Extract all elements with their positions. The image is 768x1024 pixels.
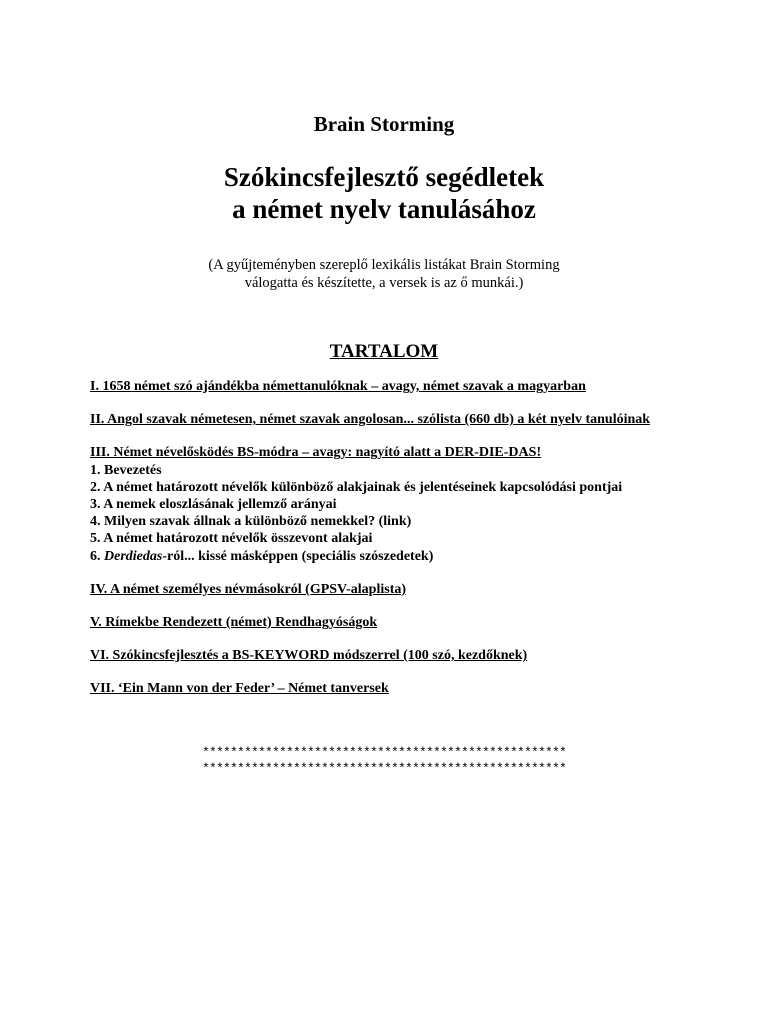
- toc-section-1: [90, 378, 677, 395]
- brand-name: Brain Storming: [313, 112, 455, 136]
- toc-subitem-3-2: 2. A német határozott névelők különböző alakjainak és jelentéseinek kapcsolódási pontjai: [90, 479, 623, 495]
- toc-heading: [0, 340, 768, 364]
- toc-link-section-4[interactable]: IV. A német személyes névmásokról (GPSV-alaplista): [90, 581, 407, 597]
- toc-link-section-3[interactable]: III. Német névelősködés BS-módra – avagy: nagyító alatt a DER-DIE-DAS!: [90, 445, 542, 461]
- toc-subitem-3-6: [90, 548, 677, 565]
- toc-section-2: [90, 411, 677, 428]
- separator-stars: [0, 745, 768, 777]
- document-title: [0, 161, 768, 225]
- toc-subitem-3-6-italic: Derdiedas: [104, 548, 163, 564]
- toc-subitem-3-1: 1. Bevezetés: [90, 462, 162, 478]
- toc-subitem-3-5: 5. A német határozott névelők összevont alakjai: [90, 531, 373, 547]
- toc-section-3: [90, 444, 677, 564]
- stars-line-2: ****************************************************: [201, 761, 567, 776]
- subtitle-line-2: válogatta és készítette, a versek is az ő munkái.): [244, 275, 524, 291]
- document-subtitle: [0, 256, 768, 292]
- title-line-1: Szókincsfejlesztő segédletek: [223, 162, 545, 192]
- toc-link-section-6[interactable]: VI. Szókincsfejlesztés a BS-KEYWORD módszerrel (100 szó, kezdőknek): [90, 648, 528, 664]
- toc-subitem-3-3: 3. A nemek eloszlásának jellemző arányai: [90, 497, 337, 513]
- toc-link-section-5[interactable]: V. Rímekbe Rendezett (német) Rendhagyóságok: [90, 615, 378, 631]
- toc-link-section-7[interactable]: VII. ‘Ein Mann von der Feder’ – Német tanversek: [90, 681, 389, 697]
- toc-section-6: [90, 647, 677, 664]
- toc-subitem-3-4: 4. Milyen szavak állnak a különböző nemekkel? (link): [90, 514, 412, 530]
- toc-section-5: [90, 614, 677, 631]
- stars-line-1: ****************************************************: [201, 745, 567, 760]
- toc-link-section-2[interactable]: II. Angol szavak németesen, német szavak angolosan... szólista (660 db) a két nyelv tanulóinak: [90, 412, 651, 428]
- table-of-contents: [90, 378, 677, 714]
- toc-section-4: [90, 581, 677, 598]
- toc-heading-text: TARTALOM: [329, 341, 439, 362]
- toc-subitem-3-6-prefix: 6.: [90, 548, 104, 564]
- title-line-2: a német nyelv tanulásához: [232, 194, 536, 224]
- toc-subitem-3-6-suffix: -ról... kissé másképpen (speciális szószedetek): [162, 548, 434, 564]
- toc-section-7: [90, 680, 677, 697]
- toc-link-section-1[interactable]: I. 1658 német szó ajándékba némettanulóknak – avagy, német szavak a magyarban: [90, 379, 586, 394]
- subtitle-line-1: (A gyűjteményben szereplő lexikális listákat Brain Storming: [208, 257, 560, 273]
